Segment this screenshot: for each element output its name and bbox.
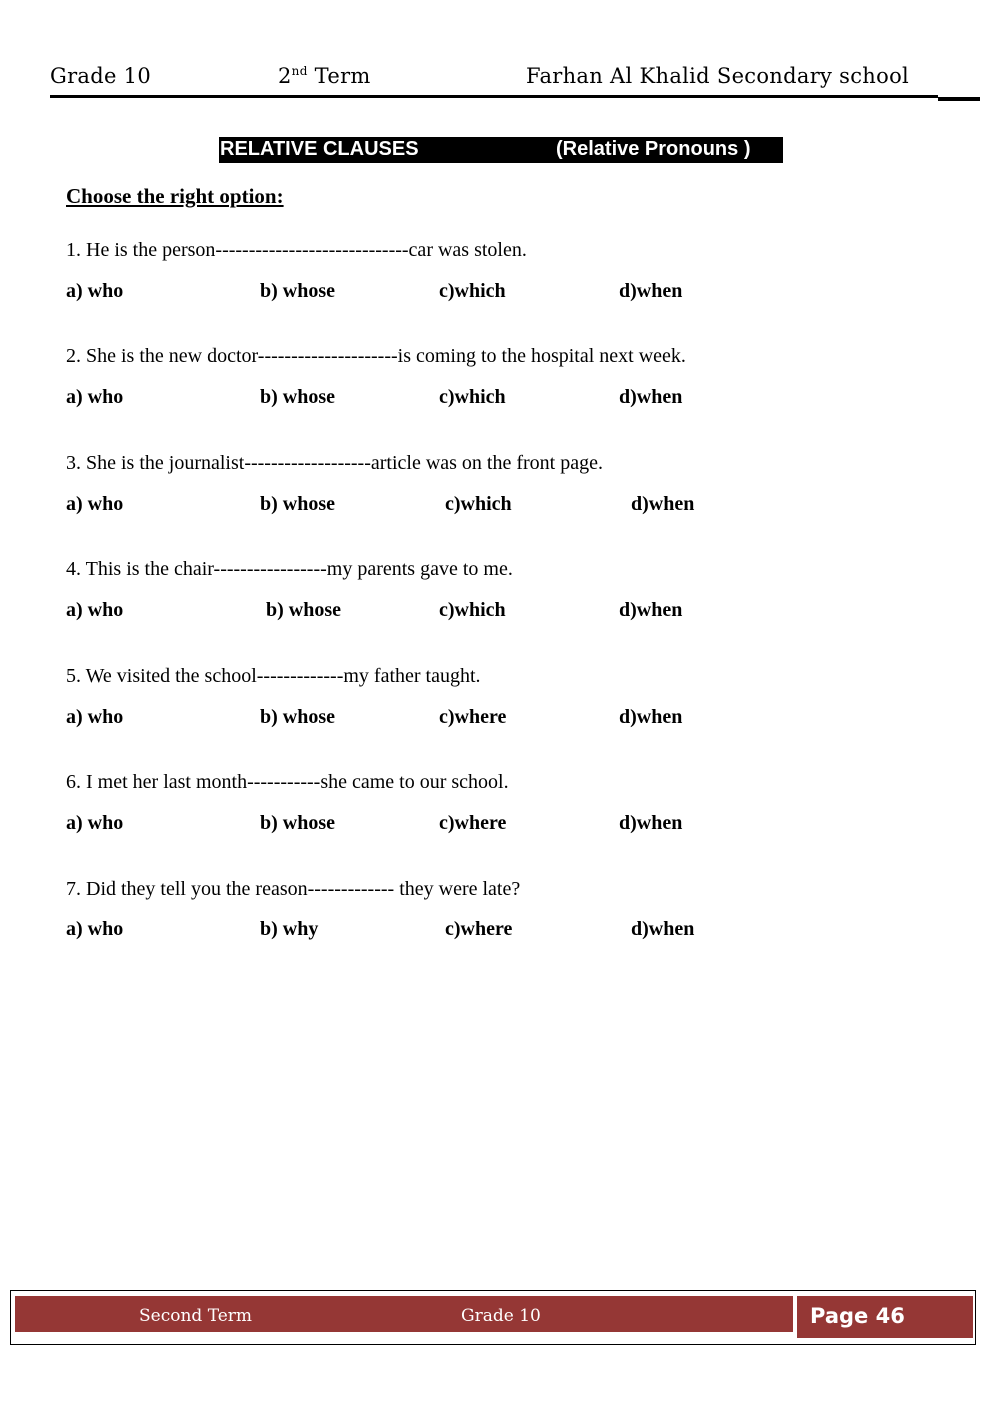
footer-page-box xyxy=(797,1296,973,1338)
option-d: d)when xyxy=(619,706,683,728)
option-d: d)when xyxy=(631,493,695,515)
option-a: a) who xyxy=(66,493,124,515)
option-c: c)which xyxy=(445,493,512,515)
option-b: b) whose xyxy=(260,386,336,408)
option-b: b) whose xyxy=(260,812,336,834)
section-subtitle: (Relative Pronouns ) xyxy=(556,138,751,160)
page-header xyxy=(50,60,980,100)
section-title: RELATIVE CLAUSES xyxy=(220,138,419,160)
header-grade: Grade 10 xyxy=(50,64,152,88)
option-b: b) whose xyxy=(260,493,336,515)
question-7: 7. Did they tell you the reason------------- they were late? xyxy=(66,878,521,900)
option-a: a) who xyxy=(66,706,124,728)
option-c: c)which xyxy=(439,280,506,302)
option-b: b) why xyxy=(260,918,319,940)
header-term-word: Term xyxy=(307,64,371,88)
header-divider xyxy=(50,95,938,98)
option-b: b) whose xyxy=(260,706,336,728)
option-d: d)when xyxy=(631,918,695,940)
option-c: c)which xyxy=(439,599,506,621)
question-5: 5. We visited the school-------------my father taught. xyxy=(66,665,481,687)
option-a: a) who xyxy=(66,386,124,408)
question-2: 2. She is the new doctor---------------------is coming to the hospital next week. xyxy=(66,345,686,367)
option-d: d)when xyxy=(619,386,683,408)
option-d: d)when xyxy=(619,599,683,621)
option-a: a) who xyxy=(66,599,124,621)
option-c: c)where xyxy=(439,812,507,834)
option-c: c)where xyxy=(439,706,507,728)
footer-grade: Grade 10 xyxy=(461,1306,541,1326)
question-1: 1. He is the person-----------------------------car was stolen. xyxy=(66,239,527,261)
instruction-heading: Choose the right option: xyxy=(66,184,284,208)
option-b: b) whose xyxy=(260,280,336,302)
header-term xyxy=(278,64,371,88)
header-divider-tail xyxy=(938,97,980,101)
header-term-number: 2 xyxy=(278,64,292,88)
option-c: c)where xyxy=(445,918,513,940)
question-3: 3. She is the journalist-------------------article was on the front page. xyxy=(66,452,603,474)
section-title-bar xyxy=(219,137,783,163)
footer-term: Second Term xyxy=(139,1306,253,1326)
option-a: a) who xyxy=(66,280,124,302)
header-term-ordinal: nd xyxy=(291,64,308,78)
footer-bar xyxy=(15,1296,793,1332)
option-c: c)which xyxy=(439,386,506,408)
option-a: a) who xyxy=(66,918,124,940)
option-b: b) whose xyxy=(266,599,342,621)
option-a: a) who xyxy=(66,812,124,834)
option-d: d)when xyxy=(619,812,683,834)
question-6: 6. I met her last month-----------she came to our school. xyxy=(66,771,509,793)
page-number: Page 46 xyxy=(810,1304,905,1328)
option-d: d)when xyxy=(619,280,683,302)
header-school: Farhan Al Khalid Secondary school xyxy=(526,64,910,88)
question-4: 4. This is the chair-----------------my parents gave to me. xyxy=(66,558,513,580)
